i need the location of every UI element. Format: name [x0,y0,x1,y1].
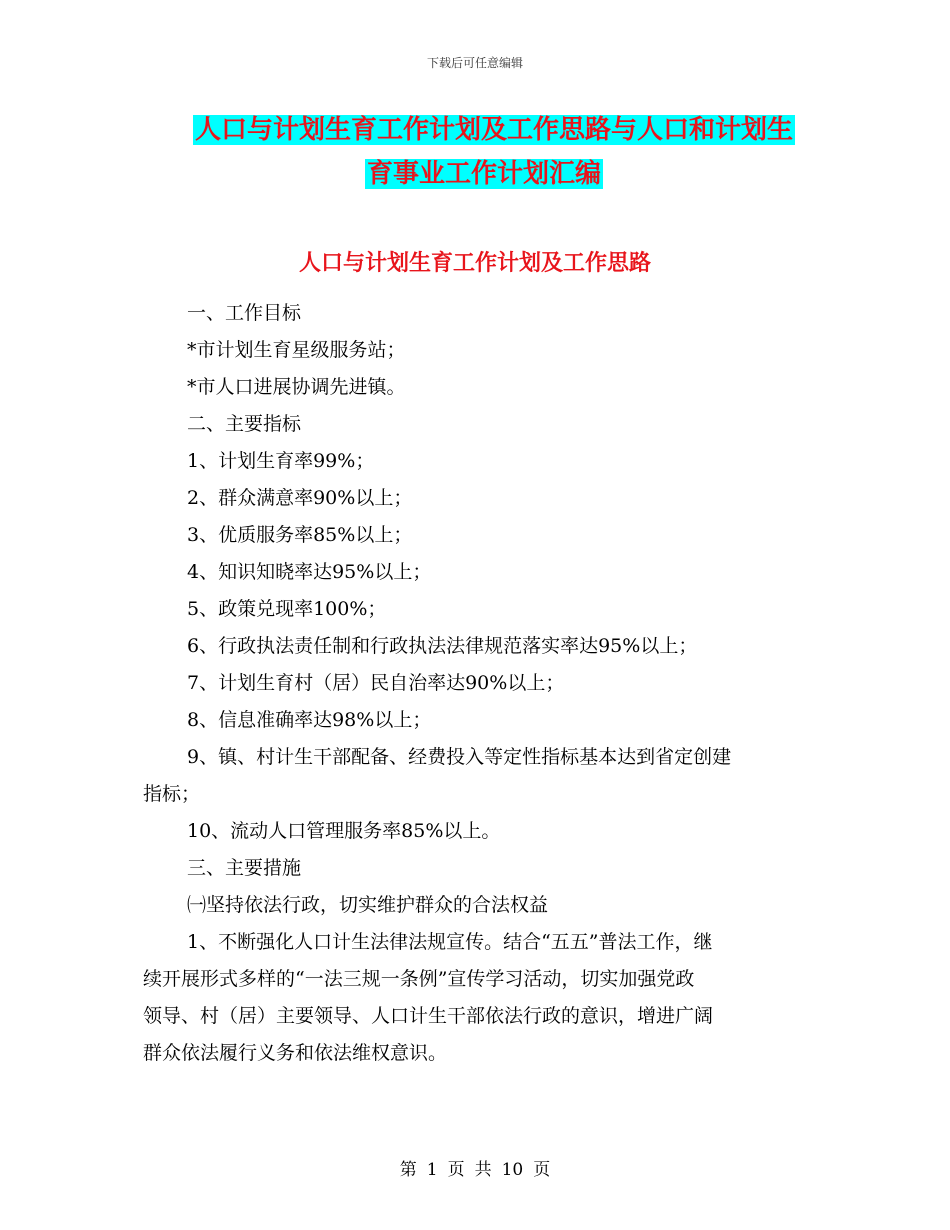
heading-measures: 三、主要措施 [187,857,302,879]
indicator-item: 7、计划生育村（居）民自治率达90%以上； [187,672,565,694]
indicator-item: 3、优质服务率85%以上； [187,524,413,546]
header-note: 下载后可任意编辑 [426,56,523,70]
paragraph-line: 1、不断强化人口计生法律法规宣传。结合“五五”普法工作，继 [187,931,713,953]
heading-goals: 一、工作目标 [187,302,302,324]
footer-text: 页 [533,1160,551,1180]
indicator-item: 10、流动人口管理服务率85%以上。 [187,820,501,842]
indicator-item-continued: 指标； [143,783,201,805]
goal-item: *市计划生育星级服务站； [187,339,406,361]
document-title-line-2: 育事业工作计划汇编 [367,159,602,189]
current-page-number: 1 [426,1160,438,1180]
indicator-item: 1、计划生育率99%； [187,450,375,472]
indicator-item: 6、行政执法责任制和行政执法法律规范落实率达95%以上； [187,635,698,657]
indicator-item: 5、政策兑现率100%； [187,598,387,620]
indicator-item: 2、群众满意率90%以上； [187,487,413,509]
paragraph-line: 群众依法履行义务和依法维权意识。 [143,1042,448,1064]
footer-text: 页 [447,1160,465,1180]
page-footer [0,1155,950,1180]
footer-text: 共 [474,1160,492,1180]
paragraph-line: 续开展形式多样的“一法三规一条例”宣传学习活动，切实加强党政 [143,968,695,990]
paragraph-line: 领导、村（居）主要领导、人口计生干部依法行政的意识，增进广阔 [143,1005,714,1027]
indicator-item: 4、知识知晓率达95%以上； [187,561,432,583]
heading-indicators: 二、主要指标 [187,413,302,435]
measure-subheading: ㈠坚持依法行政，切实维护群众的合法权益 [187,894,549,916]
footer-text: 第 [399,1160,417,1180]
indicator-item: 8、信息准确率达98%以上； [187,709,432,731]
goal-item: *市人口进展协调先进镇。 [187,376,406,398]
indicator-item: 9、镇、村计生干部配备、经费投入等定性指标基本达到省定创建 [187,746,732,768]
document-title-line-1: 人口与计划生育工作计划及工作思路与人口和计划生 [195,115,794,145]
section-title: 人口与计划生育工作计划及工作思路 [298,250,651,276]
total-page-count: 10 [501,1160,524,1180]
